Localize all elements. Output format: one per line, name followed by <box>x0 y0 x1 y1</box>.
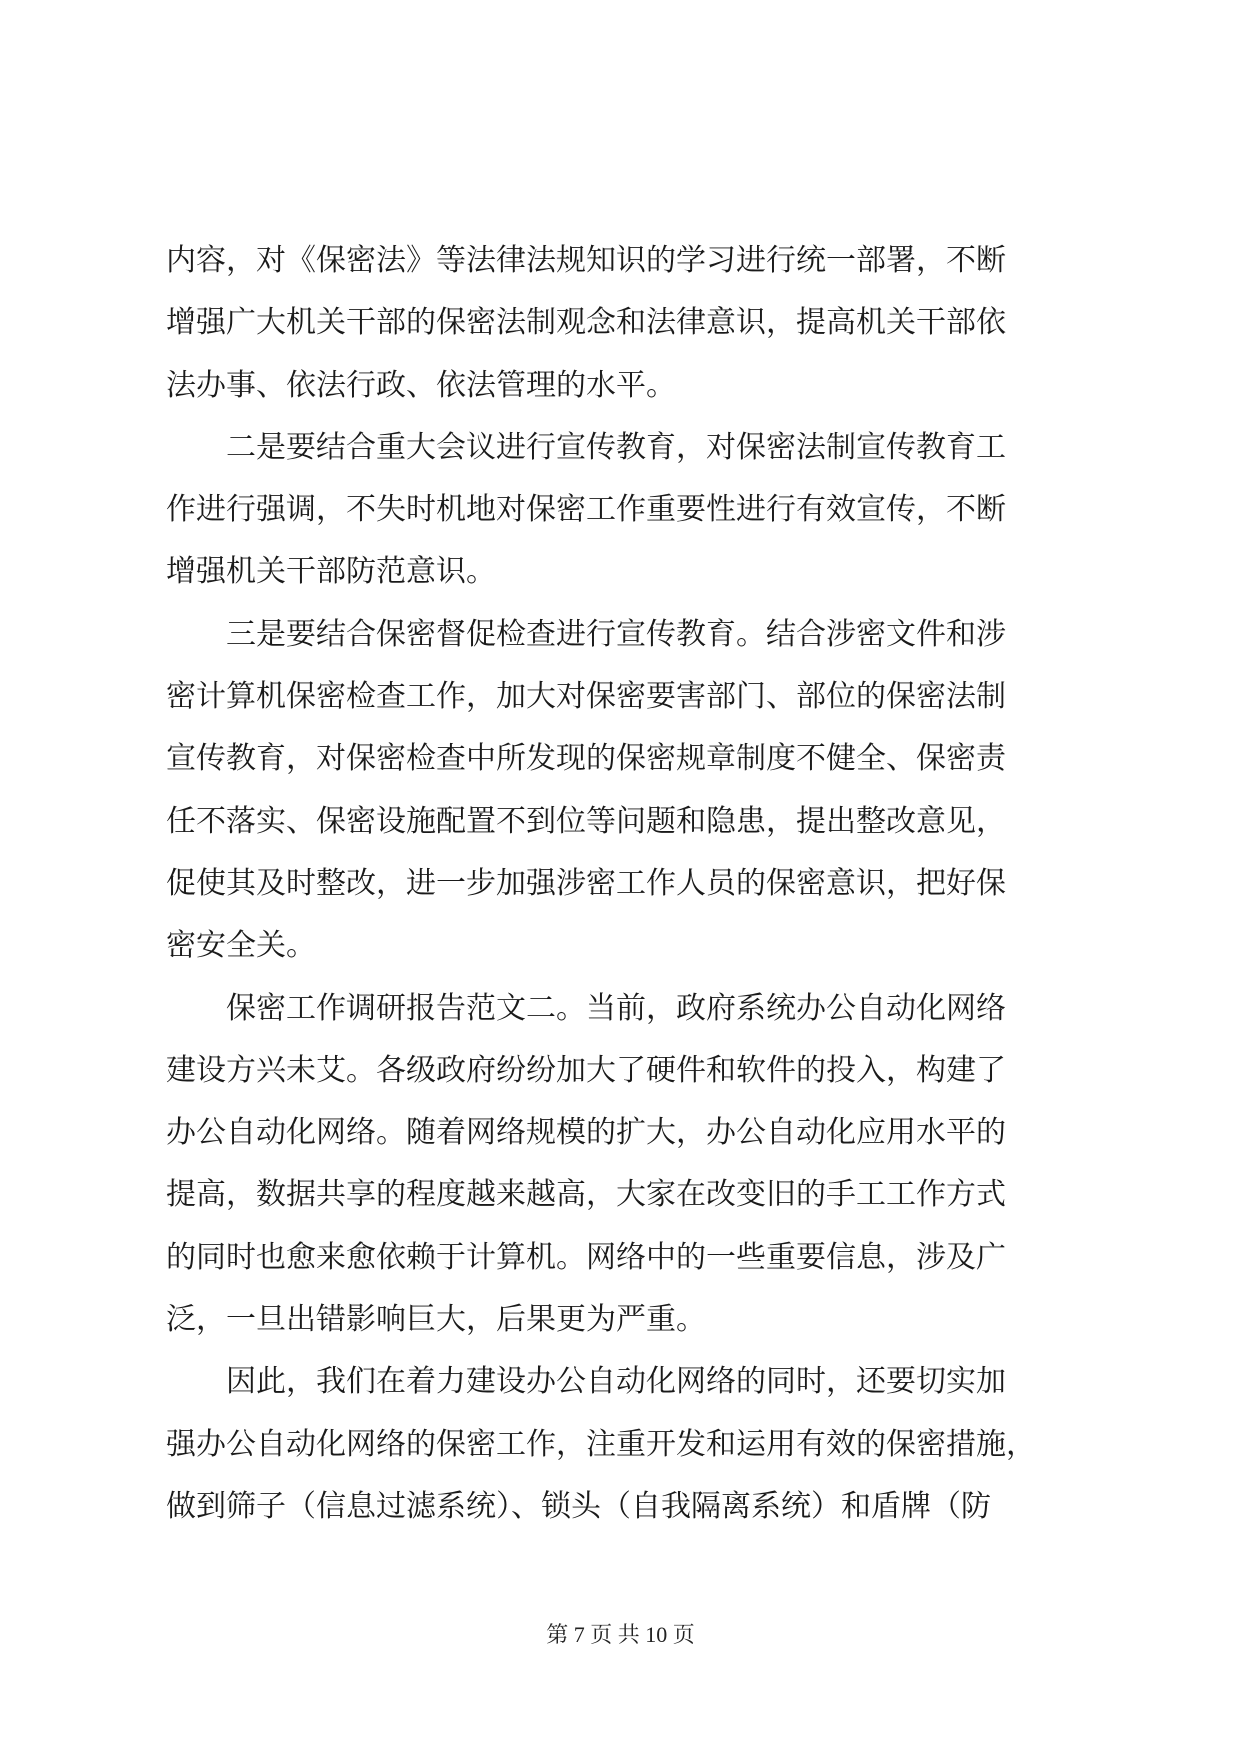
text-line: 办公自动化网络。随着网络规模的扩大，办公自动化应用水平的 <box>166 1115 1006 1151</box>
text-line: 做到筛子（信息过滤系统）、锁头（自我隔离系统）和盾牌（防 <box>166 1488 991 1524</box>
text-line: 提高，数据共享的程度越来越高，大家在改变旧的手工工作方式 <box>166 1177 1006 1213</box>
text-line: 内容，对《保密法》等法律法规知识的学习进行统一部署，不断 <box>166 243 1006 278</box>
text-line: 泛，一旦出错影响巨大，后果更为严重。 <box>166 1302 706 1338</box>
text-line: 因此，我们在着力建设办公自动化网络的同时，还要切实加 <box>166 1364 1006 1400</box>
text-line: 增强广大机关干部的保密法制观念和法律意识，提高机关干部依 <box>166 305 1006 341</box>
text-line: 法办事、依法行政、依法管理的水平。 <box>166 367 676 403</box>
page-number-footer: 第 7 页 共 10 页 <box>546 1622 695 1647</box>
text-line: 保密工作调研报告范文二。当前，政府系统办公自动化网络 <box>166 990 1006 1026</box>
text-line: 作进行强调，不失时机地对保密工作重要性进行有效宣传，不断 <box>166 492 1006 528</box>
text-line: 增强机关干部防范意识。 <box>166 554 496 590</box>
text-line: 二是要结合重大会议进行宣传教育，对保密法制宣传教育工 <box>166 429 1006 465</box>
text-line: 任不落实、保密设施配置不到位等问题和隐患，提出整改意见， <box>166 803 1006 839</box>
text-line: 建设方兴未艾。各级政府纷纷加大了硬件和软件的投入，构建了 <box>166 1052 1006 1088</box>
text-line: 密计算机保密检查工作，加大对保密要害部门、部位的保密法制 <box>166 679 1006 715</box>
text-line: 的同时也愈来愈依赖于计算机。网络中的一些重要信息，涉及广 <box>166 1239 1006 1275</box>
text-line: 密安全关。 <box>166 928 316 964</box>
text-line: 强办公自动化网络的保密工作，注重开发和运用有效的保密措施， <box>166 1426 1036 1462</box>
text-line: 促使其及时整改，进一步加强涉密工作人员的保密意识，把好保 <box>166 865 1006 901</box>
text-line: 宣传教育，对保密检查中所发现的保密规章制度不健全、保密责 <box>166 741 1006 777</box>
body-text <box>166 230 1076 1538</box>
text-line: 三是要结合保密督促检查进行宣传教育。结合涉密文件和涉 <box>166 616 1006 652</box>
